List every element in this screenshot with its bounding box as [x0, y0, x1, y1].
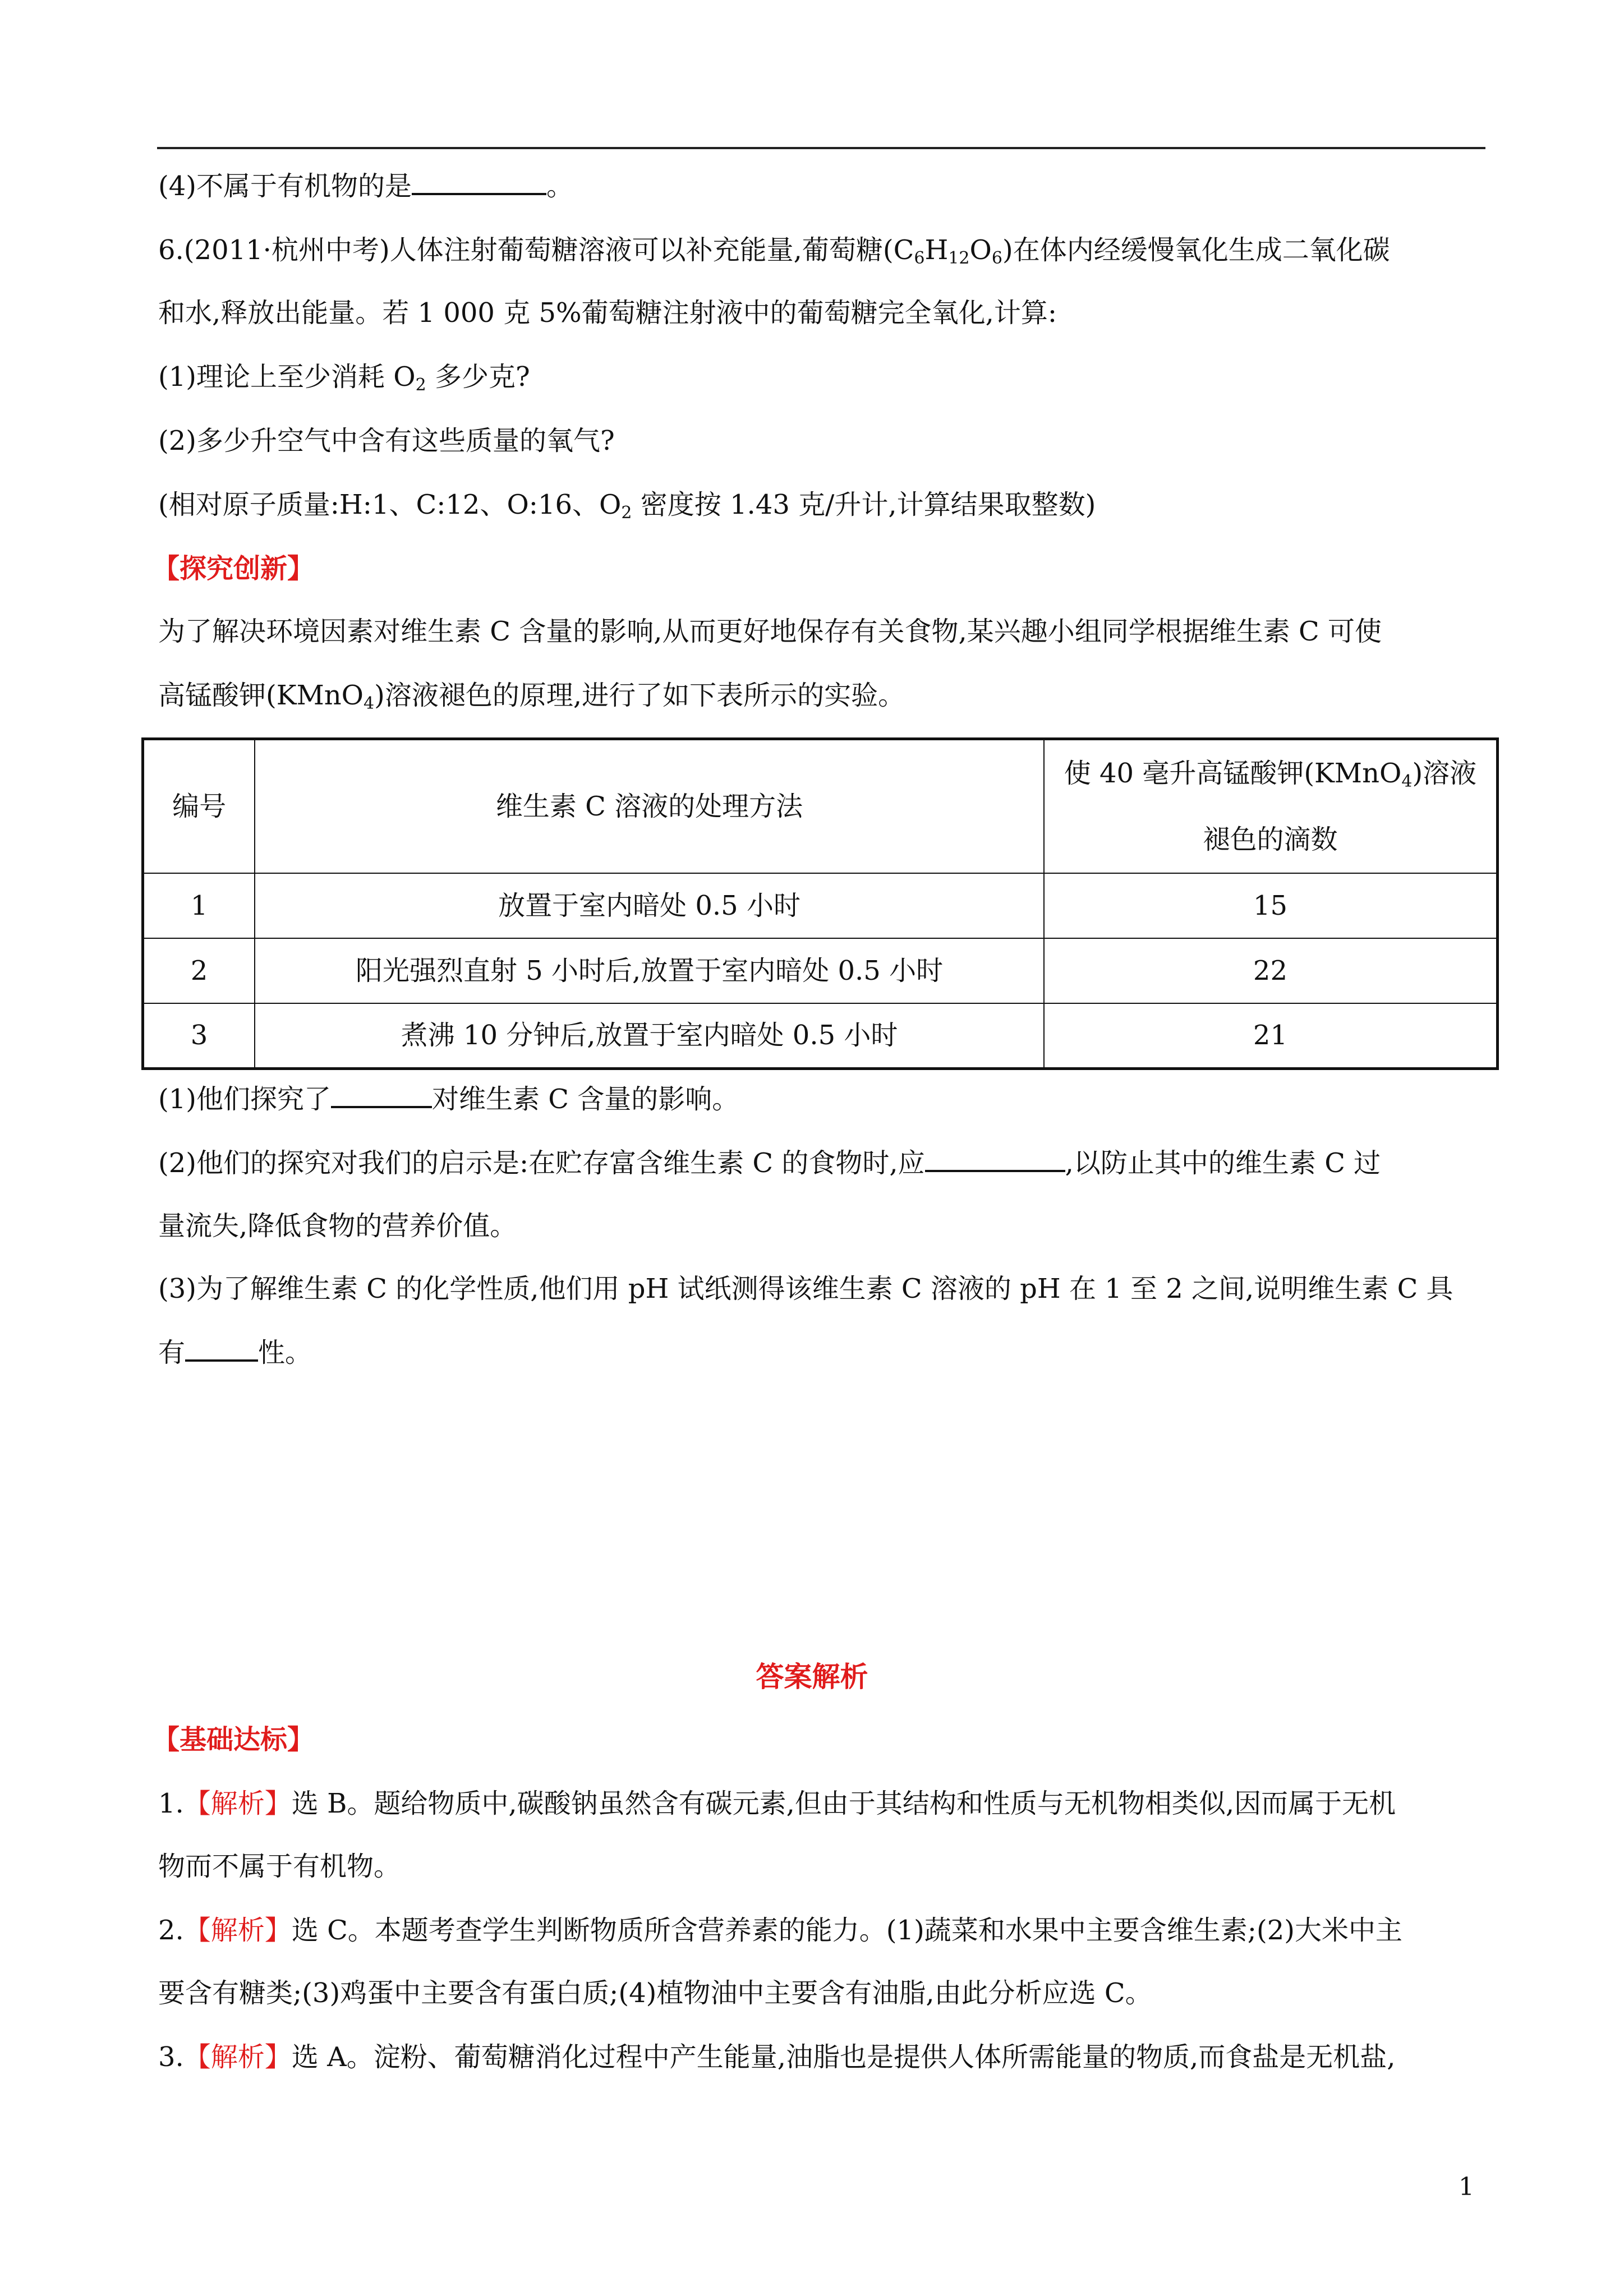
row-drops: 22 [1044, 938, 1498, 1003]
header-drops-line1 [1045, 740, 1496, 806]
experiment-table [141, 737, 1499, 1070]
explore-p2-line2: 量流失,降低食物的营养价值。 [158, 1210, 517, 1242]
answer-1-line2: 物而不属于有机物。 [158, 1851, 401, 1882]
header-rule [157, 147, 1485, 149]
q5-part4-blank[interactable] [412, 168, 546, 195]
q6-part2: (2)多少升空气中含有这些质量的氧气? [158, 425, 615, 457]
q6-formula-h: H [924, 234, 949, 266]
answer-3-text-a: 选 A。淀粉、葡萄糖消化过程中产生能量,油脂也是提供人体所需能量的物质,而食盐是无机盐, [291, 2041, 1396, 2073]
page-number: 1 [1459, 2173, 1474, 2201]
q6-part1-sub: 2 [415, 375, 426, 395]
q6-formula-sub1: 6 [914, 248, 925, 268]
answers-title: 答案解析 [756, 1660, 868, 1693]
answer-1-tag: 【解析】 [183, 1788, 292, 1819]
answer-1-text-a: 选 B。题给物质中,碳酸钠虽然含有碳元素,但由于其结构和性质与无机物相类似,因而属于无机 [291, 1788, 1396, 1819]
q5-part4-suffix: 。 [546, 170, 574, 202]
answer-2-tag: 【解析】 [183, 1915, 292, 1946]
explore-heading: 【探究创新】 [153, 553, 315, 584]
explore-p3-blank[interactable] [185, 1335, 258, 1362]
q6-line1 [158, 232, 1390, 268]
row-method: 放置于室内暗处 0.5 小时 [255, 873, 1044, 938]
table-row [143, 1003, 1498, 1068]
explore-p1-b: 对维生素 C 含量的影响。 [432, 1084, 739, 1115]
explore-p2-a: (2)他们的探究对我们的启示是:在贮存富含维生素 C 的食物时,应 [158, 1147, 925, 1179]
table-header-row [143, 739, 1498, 874]
answer-1-number: 1. [158, 1788, 184, 1819]
q6-part1-b: 多少克? [426, 361, 530, 393]
header-drops-sub: 4 [1401, 772, 1413, 791]
answer-3-line1 [158, 2039, 1396, 2075]
explore-p2-blank[interactable] [925, 1145, 1065, 1172]
q6-line2: 和水,释放出能量。若 1 000 克 5%葡萄糖注射液中的葡萄糖完全氧化,计算: [158, 297, 1057, 329]
explore-p1 [158, 1081, 739, 1117]
table-row [143, 938, 1498, 1003]
row-method: 阳光强烈直射 5 小时后,放置于室内暗处 0.5 小时 [255, 938, 1044, 1003]
q6-line1-b: )在体内经缓慢氧化生成二氧化碳 [1002, 234, 1390, 266]
row-id: 1 [143, 873, 255, 938]
explore-intro2-sub: 4 [364, 694, 375, 713]
row-id: 3 [143, 1003, 255, 1068]
q5-part4-prefix: (4)不属于有机物的是 [158, 170, 412, 202]
answer-2-number: 2. [158, 1915, 184, 1946]
header-drops [1044, 739, 1498, 874]
answer-2-line2: 要含有糖类;(3)鸡蛋中主要含有蛋白质;(4)植物油中主要含有油脂,由此分析应选 C。 [158, 1977, 1152, 2009]
answer-2-line1 [158, 1912, 1402, 1948]
explore-intro1: 为了解决环境因素对维生素 C 含量的影响,从而更好地保存有关食物,某兴趣小组同学根据维生素 C 可使 [158, 616, 1382, 647]
answers-heading: 【基础达标】 [153, 1724, 315, 1755]
header-id: 编号 [143, 739, 255, 874]
q6-note-a: (相对原子质量:H:1、C:12、O:16、O [158, 489, 622, 520]
q6-line1-a: 6.(2011·杭州中考)人体注射葡萄糖溶液可以补充能量,葡萄糖(C [158, 234, 914, 266]
answer-1-line1 [158, 1786, 1396, 1822]
q6-formula-sub2: 12 [948, 248, 970, 268]
q6-formula-o: O [969, 234, 992, 266]
explore-intro2 [158, 677, 905, 713]
row-id: 2 [143, 938, 255, 1003]
header-method: 维生素 C 溶液的处理方法 [255, 739, 1044, 874]
explore-p2-b: ,以防止其中的维生素 C 过 [1065, 1147, 1381, 1179]
header-drops-line2: 褪色的滴数 [1203, 824, 1338, 855]
q6-note-b: 密度按 1.43 克/升计,计算结果取整数) [632, 489, 1096, 520]
answer-3-number: 3. [158, 2041, 184, 2073]
header-drops-b: )溶液 [1412, 758, 1477, 789]
q6-note-sub: 2 [621, 503, 632, 523]
q6-formula-sub3: 6 [991, 248, 1002, 268]
table-row [143, 873, 1498, 938]
q6-part1 [158, 359, 530, 395]
explore-p3-b-b: 性。 [258, 1337, 312, 1368]
explore-p3-line1: (3)为了解维生素 C 的化学性质,他们用 pH 试纸测得该维生素 C 溶液的 pH 在 1 至 2 之间,说明维生素 C 具 [158, 1273, 1453, 1304]
explore-intro2-b: )溶液褪色的原理,进行了如下表所示的实验。 [374, 680, 905, 711]
answer-3-tag: 【解析】 [183, 2041, 292, 2073]
q5-part4-line [158, 168, 573, 204]
answer-2-text-a: 选 C。本题考查学生判断物质所含营养素的能力。(1)蔬菜和水果中主要含维生素;(2)大米中主 [291, 1915, 1402, 1946]
row-method: 煮沸 10 分钟后,放置于室内暗处 0.5 小时 [255, 1003, 1044, 1068]
header-drops-a: 使 40 毫升高锰酸钾(KMnO [1064, 758, 1402, 789]
explore-p1-blank[interactable] [331, 1081, 432, 1108]
row-drops: 21 [1044, 1003, 1498, 1068]
explore-p2-line1 [158, 1145, 1381, 1181]
q6-part1-a: (1)理论上至少消耗 O [158, 361, 416, 393]
row-drops: 15 [1044, 873, 1498, 938]
q6-note [158, 487, 1096, 523]
explore-p3-b-a: 有 [158, 1337, 186, 1368]
explore-intro2-a: 高锰酸钾(KMnO [158, 680, 364, 711]
explore-p1-a: (1)他们探究了 [158, 1084, 331, 1115]
explore-p3-line2 [158, 1335, 312, 1371]
